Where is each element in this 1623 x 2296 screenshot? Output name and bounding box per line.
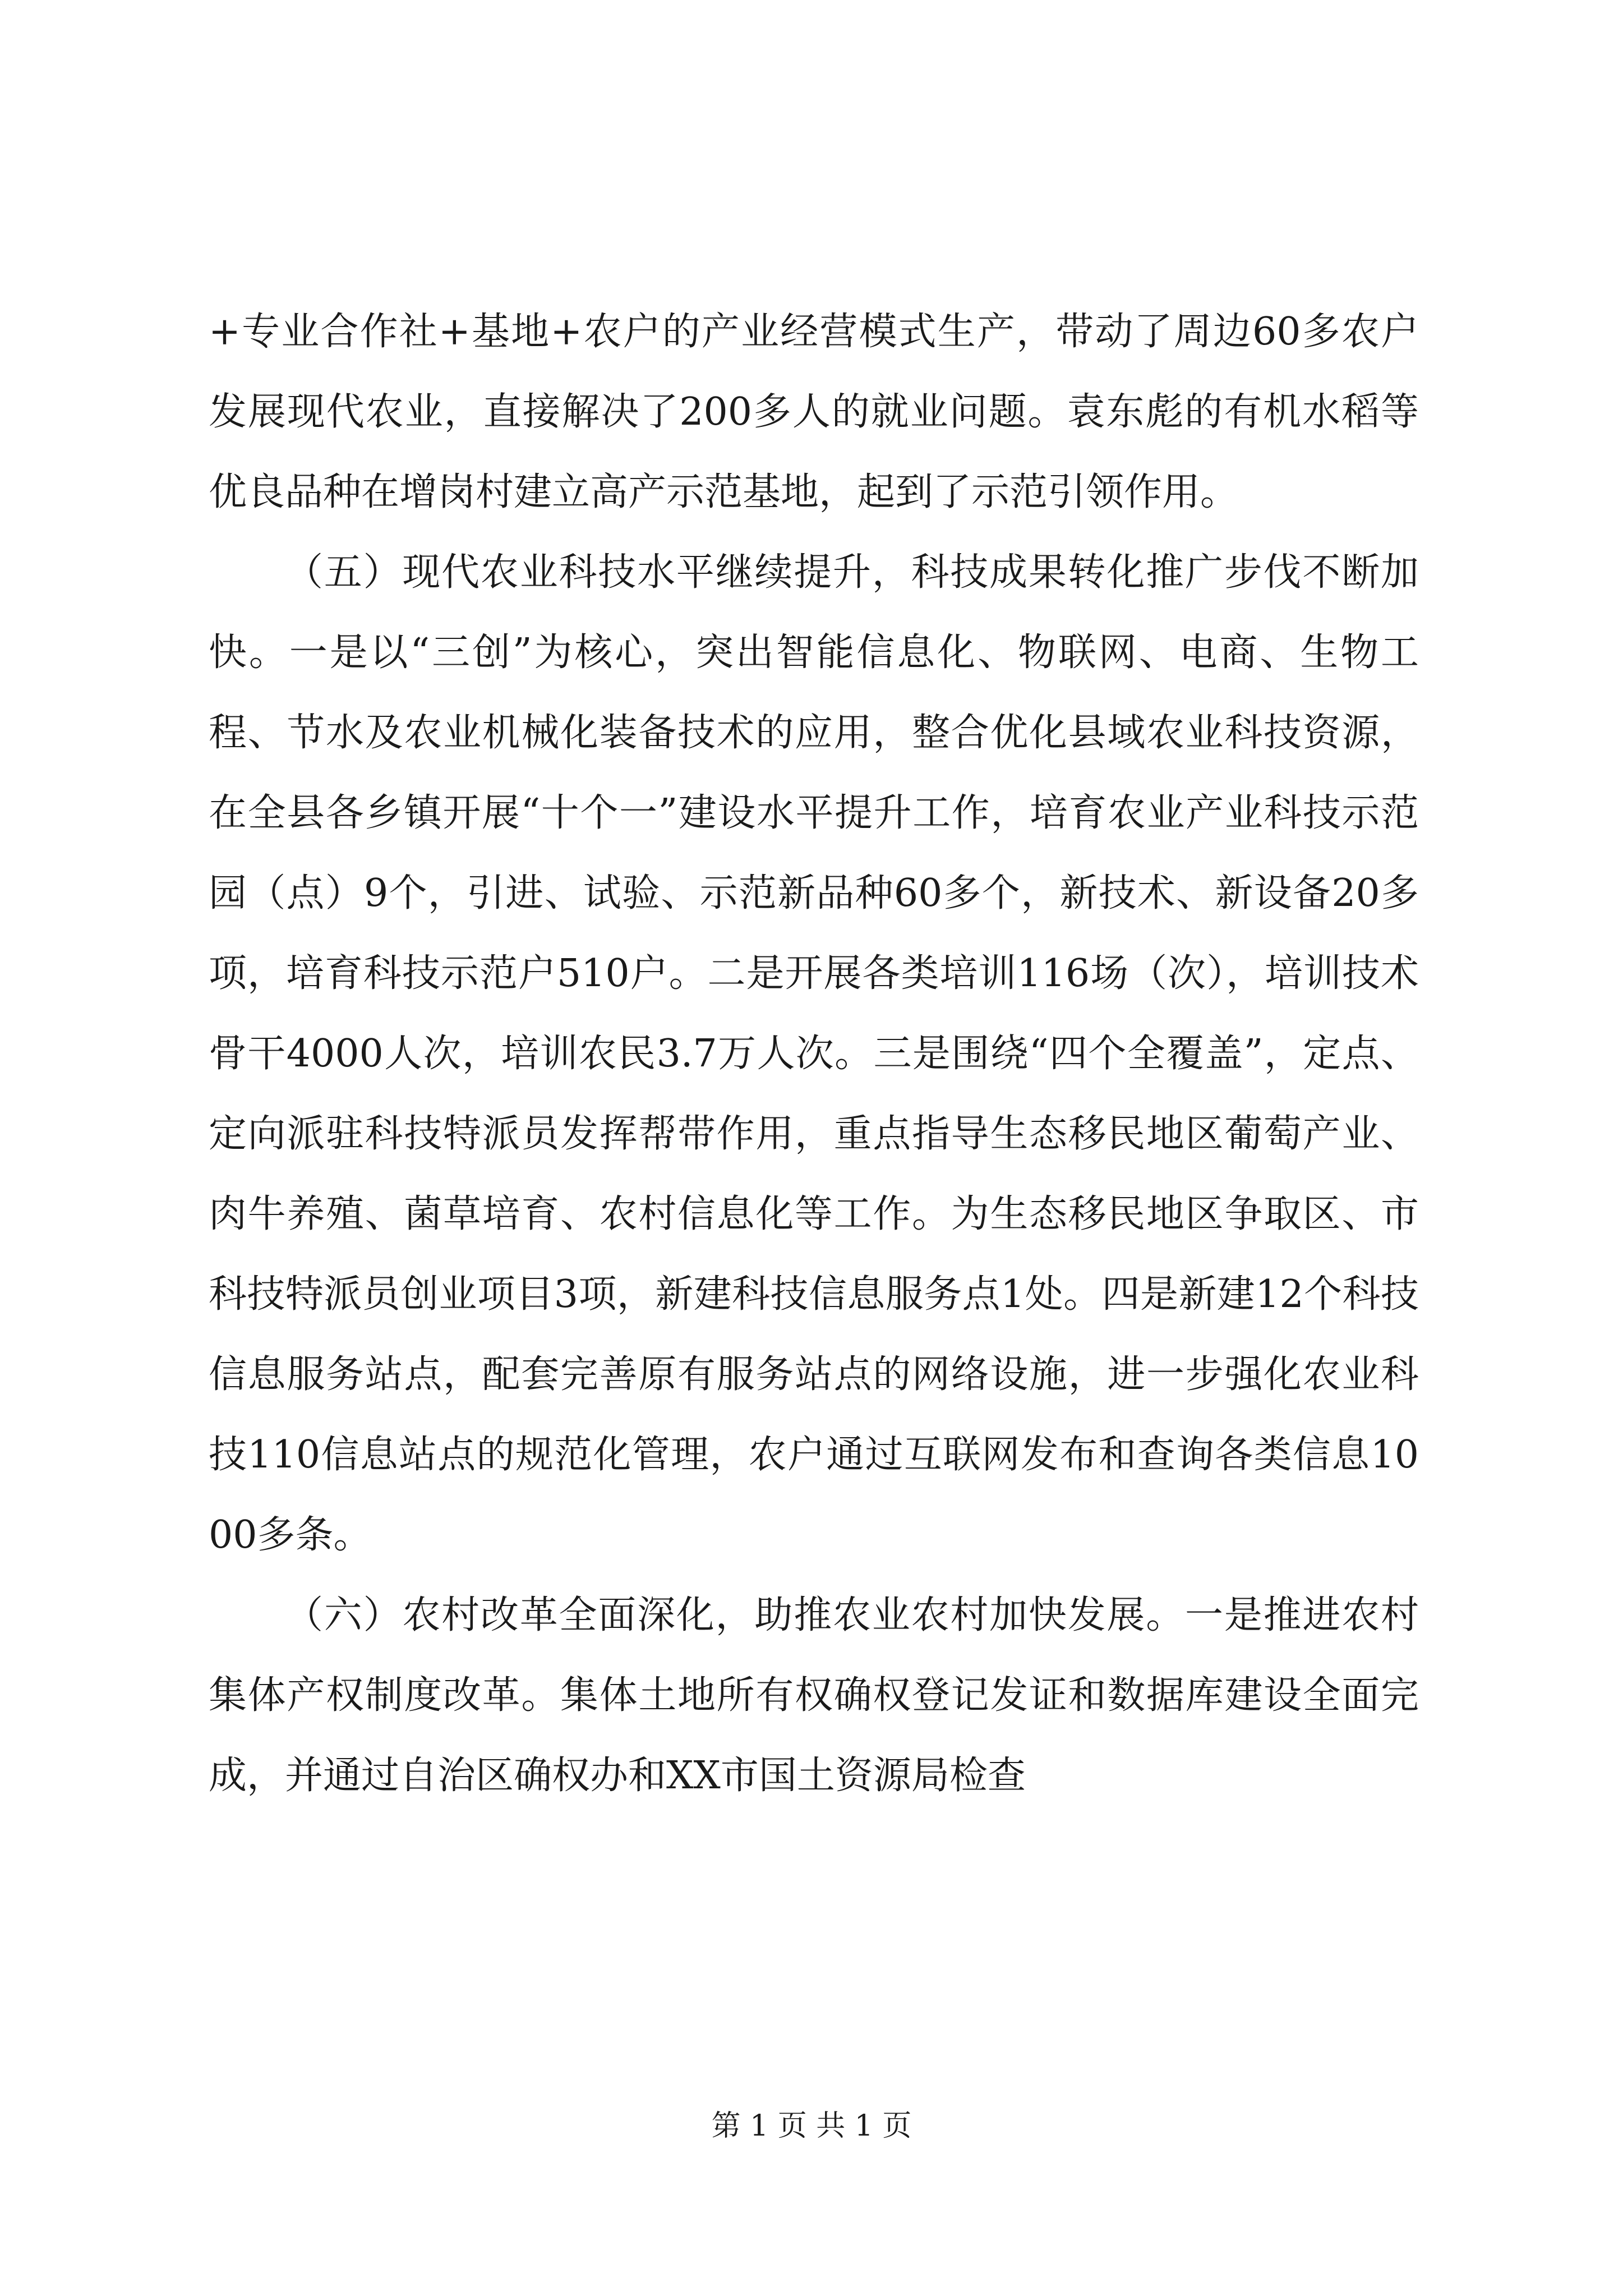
paragraph-section-five: （五）现代农业科技水平继续提升，科技成果转化推广步伐不断加快。一是以“三创”为核心，突出智能信息化、物联网、电商、生物工程、节水及农业机械化装备技术的应用，整合优化县域农业科技资源，在全县各乡镇开展“十个一”建设水平提升工作，培育农业产业科技示范园（点）9个，引进、试验、示范新品种60多个，新技术、新设备20多项，培育科技示范户510户。二是开展各类培训116场（次），培训技术骨干4000人次，培训农民3.7万人次。三是围绕“四个全覆盖”，定点、定向派驻科技特派员发挥帮带作用，重点指导生态移民地区葡萄产业、肉牛养殖、菌草培育、农村信息化等工作。为生态移民地区争取区、市科技特派员创业项目3项，新建科技信息服务点1处。四是新建12个科技信息服务站点，配套完善原有服务站点的网络设施，进一步强化农业科技110信息站点的规范化管理，农户通过互联网发布和查询各类信息1000多条。 [209,550,1419,1557]
page-footer: 第 1 页 共 1 页 [711,2109,912,2143]
paragraph-continuation: +专业合作社+基地+农户的产业经营模式生产，带动了周边60多农户发展现代农业，直接解决了200多人的就业问题。袁东彪的有机水稻等优良品种在增岗村建立高产示范基地，起到了示范引领作用。 [209,310,1419,514]
paragraph-section-six: （六）农村改革全面深化，助推农业农村加快发展。一是推进农村集体产权制度改革。集体土地所有权确权登记发证和数据库建设全面完成，并通过自治区确权办和XX市国土资源局检查 [209,1593,1419,1798]
document-body [209,292,1419,1816]
